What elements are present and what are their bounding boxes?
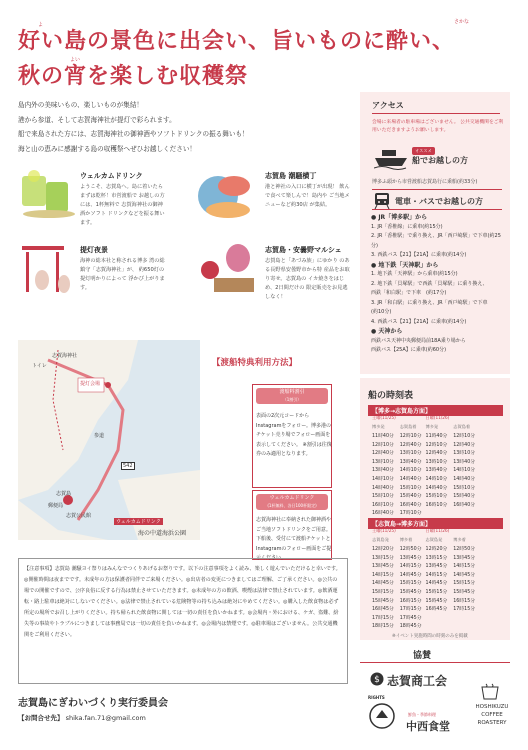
timetable-row [370,500,477,509]
access-divider-2 [372,209,502,210]
timetable-row [370,483,477,492]
ruby-yoi2: よい [70,57,81,63]
map-label-sando: 参道 [94,433,105,439]
timetable-cell: 15時15分 [399,581,422,587]
timetable-cell: 16時15分 [399,598,422,604]
timetable-cell [451,509,477,518]
shoko-kai-logo-icon [370,672,384,686]
shrine-lantern-illustration [18,240,78,300]
timetable-cell: 15時45分 [425,598,448,604]
timetable-row [370,440,477,449]
feature-lantern-night: 提灯夜景 海神の総本社と称される博多 湾の総鎮守「志賀海神社」が、 約650灯の提灯明かりによって 浮かび上がります。 [80,246,165,291]
access-note: 会場に来場者の駐車場はございません。 公共交通機関をご利用いただきますようお願いします。 [372,120,504,133]
welcome-drink-pill: ウェルカムドリンク (1杯無料、各日100杯限定) [256,494,328,510]
timetable-cell: 13時40分 [399,459,422,465]
map-label-toilet: トイレ [32,363,47,369]
timetable-cell: 14時45分 [453,572,476,578]
ruby-yoi: よ [38,22,44,28]
map-label-post-office: 郵便局 [48,503,64,509]
discount-pill: 渡船料割引 （1割引） [256,388,328,404]
tt-header-row: 博多発 志賀島着 博多発 志賀島着 [372,423,471,429]
rights-logo-icon [368,702,396,730]
timetable-cell: 14時45分 [399,572,422,578]
sponsor-rule [360,662,510,663]
welcome-drink-text: 志賀海神社に奉納された御神酒やご当地ソフトドリンクをご用意。下船後、受付にて渡船チケットとInstagramのフォロー画面をご提示ください。 [256,517,332,561]
timetable-cell: 14時15分 [453,564,476,570]
timetable-cell: 12時50分 [453,546,476,552]
timetable-cell: 12時10分 [453,433,476,439]
access-header: アクセス [372,101,404,110]
ferry-label: 船でお越しの方 [412,156,468,165]
svg-text:$: $ [374,675,380,685]
timetable-row [370,570,477,579]
train-label: 電車・バスでお越しの方 [395,197,483,206]
timetable-cell: 15時10分 [453,485,476,491]
organizer: 志賀島にぎわいづくり実行委員会 [18,698,168,709]
timetable-cell: 14時10分 [399,468,422,474]
ferry-icon [374,148,408,170]
timetable-cell: 12時20分 [372,546,394,552]
timetable-inbound [370,527,477,630]
timetable-cell: 15時45分 [399,589,422,595]
timetable-row [370,613,477,622]
tt-day-row: 土曜(11/25) 日曜(11/26) [372,415,450,421]
timetable-row [370,448,477,457]
timetable-cell: 16時40分 [453,502,476,508]
route-list: ● JR「博多駅」から 1. JR「香椎線」に乗車(約15分) 2. JR「香椎駅」で乗り換え、JR「西戸崎駅」で下車(約25分) 3. 西鉄バス【21】【21A】に乗車(約14分) ● 地下鉄「天神駅」から 1. 地下鉄「天神駅」から乗車(約15分) 2. 地下鉄「貝塚駅」で西鉄「貝塚駅」に乗り換え、 西鉄「和白駅」で下車 (約17分) 3. JR「和白駅」に乗り換え、JR「西戸崎駅」で下車 (約10分) 4. 西鉄バス【21】【21A】に乗車(約14分) ● 天神から 西鉄バス天神中央郵便局前18A乗り場から 西鉄バス【25A】に乗車(約60分) [371,214,501,353]
timetable-cell: 11時40分 [372,433,394,439]
timetable-cell: 16時40分 [372,511,394,517]
timetable-cell: 14時10分 [425,476,448,482]
timetable-cell: 15時45分 [372,598,394,604]
osusume-badge: オススメ [412,147,435,155]
timetable-cell: 12時40分 [453,442,476,448]
title-line2: 秋の宵を楽しむ収穫祭 [18,63,249,89]
map-label-lantern-venue: 提灯会場 [80,381,101,387]
contact-email[interactable]: shika.fan.71@gmail.com [65,714,146,722]
timetable-cell: 13時10分 [399,451,422,457]
timetable-cell: 17時15分 [453,607,476,613]
timetable-outbound-body [370,431,477,517]
tt-section-inbound: 【志賀島→博多方面】 [368,518,503,529]
access-rule [372,113,500,114]
timetable-cell: 18時15分 [372,624,394,630]
timetable-cell: 15時40分 [453,494,476,500]
nakanishi-logo-sub: 鮮魚・季節料理 [408,712,436,717]
timetable-row [370,604,477,613]
timetable-inbound-body [370,544,477,630]
timetable-cell [424,509,452,518]
timetable-cell: 14時45分 [425,581,448,587]
timetable-cell: 14時45分 [372,581,394,587]
timetable-cell: 15時10分 [399,485,422,491]
timetable-cell: 15時15分 [453,581,476,587]
tt-section-outbound: 【博多→志賀島方面】 [368,405,503,416]
discount-text: 表面の2次元コードからInstagramをフォロー。博多港のチケット売り場でフォロー画面を表示してください。 ※割引は往復券のみ適用となります。 [256,413,332,457]
timetable-cell: 14時15分 [372,572,394,578]
map-label-shrine: 志賀海神社 [52,353,78,359]
notice-box: 【注意事項】志賀島 潮騒ヨイ祭りはみんなでつくりあげるお祭りです。以下の注意事項をよく読み、楽しく遊んでいただけると幸いです。◎開催時間は夜までです。未成年の方は保護者同伴でご来場ください。◎出店者の変更につきましてはご理解、ご了承ください。◎公共の場での開催ですので、公序良俗に反する行為は禁止させていただきます。◎未成年の方の飲酒、喫煙は法律で禁止されています。◎飲酒運転・路上駐車は絶対にしないでください。◎法律で禁止されている危険物等の持ち込みは絶対にやめてください。◎購入した飲食物は必ず所定の場所でお召し上がりください。持ち帰られた飲食物に関しては一切の責任を負いかねます。◎会場内・外における、ケガ、盗難、紛失等の事故やトラブルにつきましては事務局では一切の責任を負いかねます。◎会場内は禁煙です。◎駐車場はございません。公共交通機関をご利用ください。 [18,558,348,684]
timetable-row [370,544,477,553]
coffee-logo-text: HOSHIKUZU COFFEE ROASTERY [475,704,509,726]
timetable-cell: 17時45分 [399,615,422,621]
timetable-row [370,579,477,588]
timetable-cell: 13時40分 [425,468,448,474]
nakanishi-logo: 中西食堂 [406,720,450,733]
timetable-cell: 12時10分 [372,442,394,448]
timetable-cell: 12時40分 [372,451,394,457]
tt-header-row: 志賀島発 博多着 志賀島発 博多着 [372,536,466,542]
timetable-cell: 13時45分 [453,555,476,561]
shoko-kai-logo: 志賀商工会 [387,674,448,688]
timetable-row [370,466,477,475]
timetable-cell [424,622,452,631]
timetable-cell: 14時15分 [399,564,422,570]
coffee-logo-icon [478,683,502,701]
map-label-island: 志賀島 [56,491,72,497]
map-label-community-center: 志賀公民館 [66,513,92,519]
timetable-cell: 12時10分 [425,442,448,448]
timetable-title: 船の時刻表 [368,391,414,401]
timetable-cell: 13時15分 [425,555,448,561]
map-label-welcome-drink: ウェルカムドリンク [116,519,161,525]
feature-welcome-drink: ウェルカムドリンク ようこそ、志賀島へ。島に着いたらまずは乾杯！市営渡船で お越しの方には、1杯無料で 志賀海神社の御神酒かソフト ドリンクなどを振る舞います。 [80,172,165,226]
timetable-cell: 18時45分 [399,624,422,630]
timetable-cell: 17時15分 [399,607,422,613]
timetable-cell: 13時15分 [372,555,394,561]
map-drawing [18,340,200,540]
timetable-cell: 13時10分 [372,459,394,465]
timetable-cell [424,613,452,622]
timetable-cell: 12時20分 [425,546,448,552]
rights-logo-text: RIGHTS [368,695,385,700]
timetable-cell: 15時15分 [425,589,448,595]
map-label-route-542: 542 [123,463,133,469]
timetable-cell: 16時10分 [425,502,448,508]
feature-shiosai-yokocho: 志賀島 潮騒横丁 港と神社の入口に横丁が出現！ 飲んで食べて楽しんで！島内や ご当地メニューなど約30店 が集結。 [265,172,350,208]
timetable-cell: 16時15分 [453,598,476,604]
timetable-cell: 14時40分 [425,485,448,491]
timetable-cell: 16時45分 [425,607,448,613]
tokuten-title: 【渡船特典利用方法】 [212,358,298,368]
timetable-row [370,491,477,500]
marche-illustration [196,242,262,298]
timetable-cell: 12時40分 [399,442,422,448]
timetable-cell: 15時45分 [453,589,476,595]
timetable-cell: 13時45分 [425,564,448,570]
timetable-cell: 17時10分 [399,511,422,517]
timetable-cell: 16時40分 [399,502,422,508]
timetable-cell: 15時10分 [425,494,448,500]
map-label-park: 海の中道海浜公園 [138,530,187,537]
timetable-cell: 17時15分 [372,615,394,621]
timetable-cell: 13時40分 [372,468,394,474]
timetable-cell: 13時45分 [399,555,422,561]
timetable-row [370,509,477,518]
timetable-cell: 13時10分 [425,459,448,465]
timetable-row [370,457,477,466]
timetable-cell: 14時10分 [372,476,394,482]
timetable-cell: 13時10分 [453,451,476,457]
timetable-cell: 15時15分 [372,589,394,595]
timetable-row [370,553,477,562]
timetable-cell: 15時10分 [372,494,394,500]
timetable-row [370,587,477,596]
timetable-row [370,622,477,631]
sponsor-title: 協賛 [413,651,432,661]
venue-map [18,340,200,540]
title-line1: 好い島の景色に出会い、旨いものに酔い、 [18,28,456,54]
welcome-drink-illustration [20,170,78,220]
timetable-cell: 15時40分 [399,494,422,500]
timetable-row [370,561,477,570]
intro-text: 島内外の美味いもの、楽しいものが集結！ 港から参道、そして志賀海神社が提灯で彩られます。 船で来島された方には、志賀海神社の御神酒やソフトドリンクの振る舞いも！ 海と山の恵みに感謝する島の収穫祭へぜひお越しください！ [18,101,249,153]
timetable-row [370,431,477,440]
feature-marche: 志賀島・安曇野マルシェ 志賀島と「あづみ族」にゆかり のある長野県安曇野市から特 産品をお取り寄せ。志賀島の イカ焼きをはじめ、2日間だけの 限定販売をお見逃しなく！ [265,246,350,300]
fish-illustration [196,166,262,222]
ruby-sakana: さかな [454,19,470,25]
timetable-cell: 14時40分 [372,485,394,491]
timetable-cell: 14時40分 [399,476,422,482]
timetable-cell: 14時40分 [453,476,476,482]
timetable-cell: 16時10分 [372,502,394,508]
timetable-cell: 14時15分 [425,572,448,578]
timetable-cell: 16時45分 [372,607,394,613]
timetable-cell: 12時40分 [425,451,448,457]
timetable-cell [451,613,477,622]
timetable-cell: 13時45分 [372,564,394,570]
timetable-cell: 12時10分 [399,433,422,439]
timetable-row [370,474,477,483]
contact: 【お問合せ先】 shika.fan.71@gmail.com [18,714,146,722]
tt-day-row: 土曜(11/25) 日曜(11/26) [372,528,450,534]
timetable-outbound [370,414,477,517]
timetable-cell: 12時50分 [399,546,422,552]
timetable-cell: 13時40分 [453,459,476,465]
timetable-note: ※イベント実施時間の時刻のみを掲載 [392,634,468,639]
train-icon [373,192,391,210]
ferry-text: 博多ふ頭から市営渡船志賀島行に乗船(約33分) [372,179,478,185]
timetable-cell: 11時40分 [425,433,448,439]
access-divider [372,189,502,190]
timetable-row [370,596,477,605]
timetable-cell: 14時10分 [453,468,476,474]
timetable-cell [451,622,477,631]
